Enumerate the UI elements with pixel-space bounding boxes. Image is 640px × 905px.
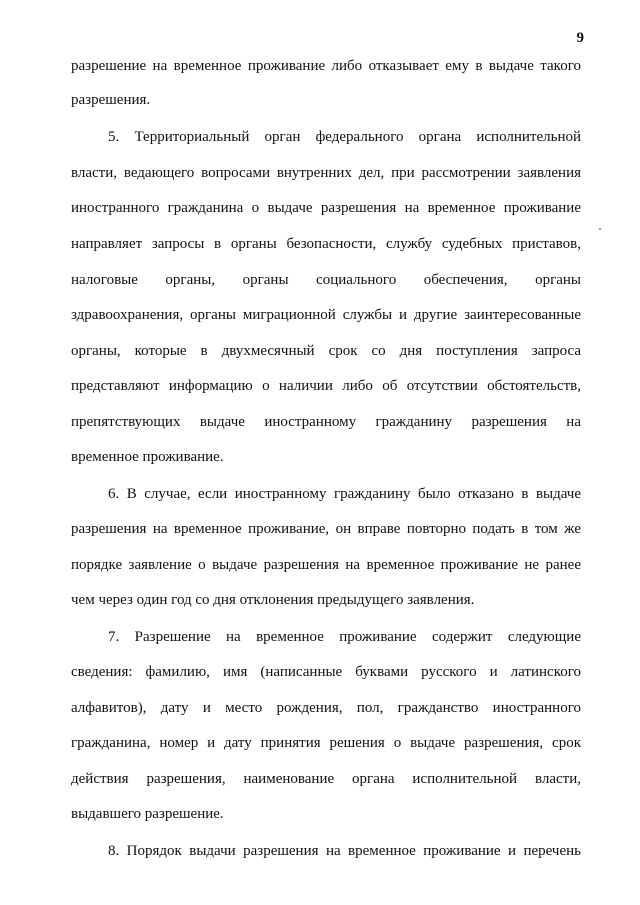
text-line: препятствующих выдаче иностранному гражданину разрешения на <box>71 414 581 430</box>
text-line: разрешения на временное проживание, он вправе повторно подать в том же <box>71 521 581 537</box>
text-line: временное проживание. <box>71 449 224 465</box>
text-line: разрешение на временное проживание либо отказывает ему в выдаче такого <box>71 58 581 74</box>
paragraph-7-start: 7. Разрешение на временное проживание содержит следующие <box>108 629 581 645</box>
text-line: выдавшего разрешение. <box>71 806 224 822</box>
page-number: 9 <box>576 30 584 46</box>
paragraph-6-start: 6. В случае, если иностранному гражданину было отказано в выдаче <box>108 486 581 502</box>
text-line: иностранного гражданина о выдаче разрешения на временное проживание <box>71 200 581 216</box>
text-line: порядке заявление о выдаче разрешения на временное проживание не ранее <box>71 557 581 573</box>
paragraph-8-start: 8. Порядок выдачи разрешения на временное проживание и перечень <box>108 843 581 859</box>
paragraph-5-start: 5. Территориальный орган федерального органа исполнительной <box>108 129 581 145</box>
text-line: алфавитов), дату и место рождения, пол, гражданство иностранного <box>71 700 581 716</box>
text-line: органы, которые в двухмесячный срок со дня поступления запроса <box>71 343 581 359</box>
scan-speck <box>599 228 601 230</box>
text-line: гражданина, номер и дату принятия решения о выдаче разрешения, срок <box>71 735 581 751</box>
text-line: представляют информацию о наличии либо об отсутствии обстоятельств, <box>71 378 581 394</box>
text-line: действия разрешения, наименование органа исполнительной власти, <box>71 771 581 787</box>
text-line: здравоохранения, органы миграционной службы и другие заинтересованные <box>71 307 581 323</box>
text-line: налоговые органы, органы социального обеспечения, органы <box>71 272 581 288</box>
text-line: разрешения. <box>71 92 151 108</box>
text-line: направляет запросы в органы безопасности, службу судебных приставов, <box>71 236 581 252</box>
text-line: чем через один год со дня отклонения предыдущего заявления. <box>71 592 475 608</box>
text-line: сведения: фамилию, имя (написанные буквами русского и латинского <box>71 664 581 680</box>
text-line: власти, ведающего вопросами внутренних дел, при рассмотрении заявления <box>71 165 581 181</box>
